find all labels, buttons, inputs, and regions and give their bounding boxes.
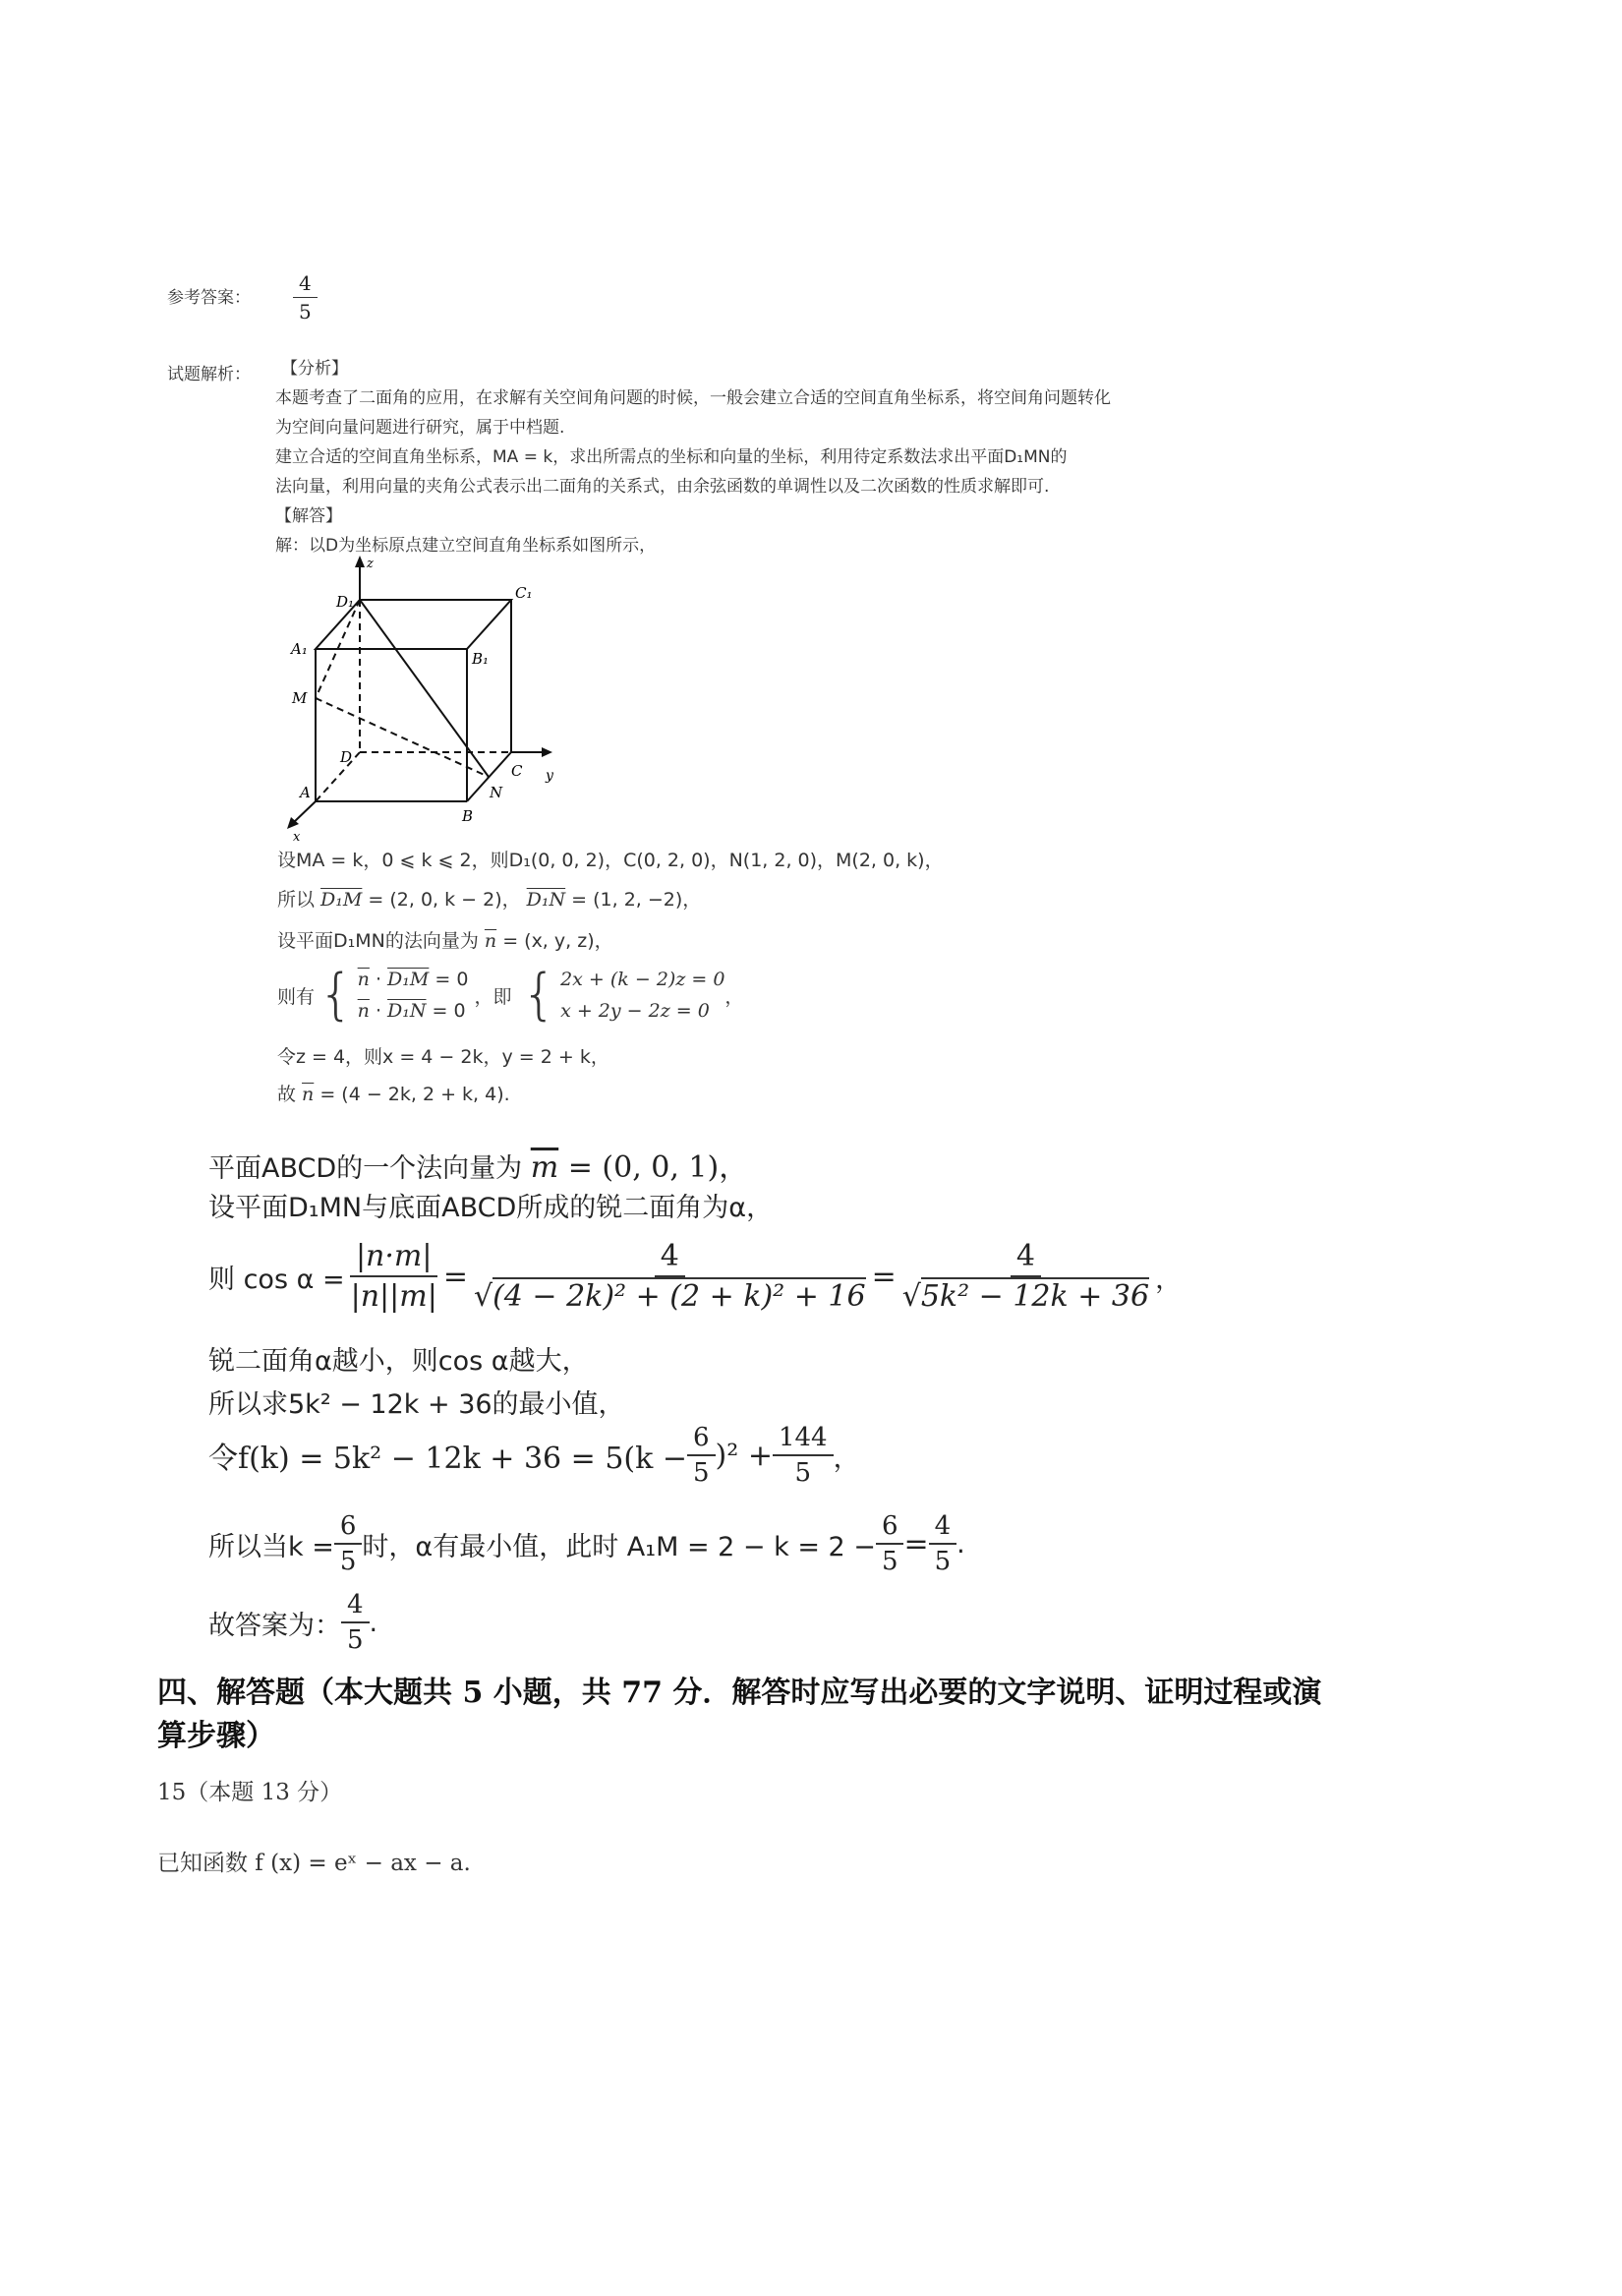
step-5: 令z = 4，则x = 4 − 2k，y = 2 + k， [277, 1046, 609, 1068]
cos-frac-3 [897, 1239, 1155, 1314]
ref-answer-num: 4 [293, 271, 318, 298]
label-z: z [367, 557, 374, 571]
l7-f3d: 5 [934, 1547, 952, 1576]
vec-n: $\overline{n}$ [357, 1000, 370, 1022]
l6-frac-1 [687, 1423, 716, 1488]
l6-f1d: 5 [693, 1458, 710, 1488]
frac2-den: √(4 − 2k)² + (2 + k)² + 16 [473, 1279, 866, 1314]
big-line-1 [208, 1143, 748, 1186]
sys-end: ， [724, 985, 744, 1008]
vec-n: $\overline{n}$ [302, 1084, 315, 1105]
vec-D1M: D₁M [320, 889, 363, 911]
eq2-tail: = 0 [426, 1000, 466, 1022]
l7b: 时，α有最小值，此时 A₁M = 2 − k = 2 − [362, 1531, 876, 1562]
ie: ，即 [474, 985, 512, 1008]
l6c: ， [833, 1442, 860, 1474]
comma: ， [1155, 1264, 1183, 1295]
step-1: 设MA = k，0 ⩽ k ⩽ 2，则D₁(0, 0, 2)，C(0, 2, 0)，N(1, 2, 0)，M(2, 0, k)， [277, 850, 944, 871]
big-line-4: 锐二面角α越小，则cos α越大， [208, 1346, 589, 1377]
label-A1: A₁ [291, 640, 308, 658]
label-D: D [340, 748, 353, 766]
left-brace: { [319, 963, 354, 1027]
cos-frac-1 [345, 1239, 443, 1314]
l7a: 所以当k = [208, 1531, 334, 1562]
big-line-5: 所以求5k² − 12k + 36的最小值， [208, 1389, 625, 1420]
analysis-body [275, 383, 1376, 560]
frac3-den-rad: 5k² − 12k + 36 [920, 1279, 1150, 1314]
label-C1: C₁ [515, 584, 533, 602]
sys-r2: x + 2y − 2z = 0 [560, 1000, 710, 1022]
step-6-b: = (4 − 2k, 2 + k, 4). [314, 1084, 510, 1105]
vec-m: $\overline{m}$ [530, 1150, 559, 1185]
l6b: )² + [715, 1438, 773, 1473]
step-6-a: 故 [277, 1084, 303, 1105]
l7-f3n: 4 [929, 1511, 957, 1545]
ref-answer-den: 5 [299, 300, 312, 324]
section-heading [157, 1672, 1465, 1758]
l7-frac-2 [876, 1511, 904, 1576]
label-x: x [293, 830, 301, 841]
l6-f2n: 144 [773, 1423, 834, 1456]
cos-frac-2 [468, 1239, 872, 1314]
step-2 [277, 885, 701, 914]
system-right [560, 964, 724, 1027]
step-3-b: = (x, y, z)， [496, 930, 613, 952]
label-N: N [490, 784, 503, 801]
label-B: B [462, 807, 474, 825]
l7c: = [903, 1526, 929, 1561]
cos-den: |n||m| [350, 1279, 437, 1314]
step-3-a: 设平面D₁MN的法向量为 [277, 930, 485, 952]
step-3 [277, 926, 613, 956]
l6a: 令f(k) = 5k² − 12k + 36 = 5(k − [208, 1442, 687, 1476]
frac2-num: 4 [655, 1239, 685, 1277]
frac3-num: 4 [1011, 1239, 1041, 1277]
final-answer [208, 1583, 377, 1662]
big-line-7 [208, 1504, 965, 1583]
analysis-line: 本题考查了二面角的应用，在求解有关空间角问题的时候，一般会建立合适的空间直角坐标系，将空间角问题转化 [275, 388, 1111, 408]
step-2-c: = (1, 2, −2)， [565, 889, 702, 911]
big-line-2: 设平面D₁MN与底面ABCD所成的锐二面角为α， [208, 1193, 774, 1223]
l8-fd: 5 [347, 1625, 364, 1655]
label-C: C [511, 762, 523, 780]
vec-D1M: D₁M [387, 969, 430, 990]
l7-fn: 6 [334, 1511, 363, 1545]
label-B1: B₁ [472, 650, 490, 668]
l7-f2d: 5 [881, 1547, 898, 1576]
l8b: . [369, 1607, 378, 1638]
analysis-tag: 【分析】 [281, 359, 348, 379]
eq-sign: = [442, 1259, 468, 1294]
big-line-1-b: = (0, 0, 1)， [558, 1150, 749, 1185]
then-have: 则有 [277, 985, 316, 1008]
frac2-den-rad: (4 − 2k)² + (2 + k)² + 16 [492, 1279, 866, 1314]
question-15-text: 已知函数 f (x) = eˣ − ax − a. [157, 1851, 471, 1876]
cube-figure [265, 556, 590, 841]
label-M: M [292, 689, 308, 707]
system-left: $\overline{n} \cdot D_1M = 0$ $\overline{n} \cdot D_1N = 0$ [357, 969, 469, 1022]
l8a: 故答案为： [208, 1610, 341, 1641]
solution-tag: 【解答】 [275, 506, 342, 526]
analysis-line: 为空间向量问题进行研究，属于中档题. [275, 418, 565, 438]
l7-f2n: 6 [876, 1511, 904, 1545]
cos-formula [208, 1227, 1182, 1325]
frac3-den: √5k² − 12k + 36 [901, 1279, 1150, 1314]
equation-system [277, 964, 743, 1027]
solution-intro: 解：以D为坐标原点建立空间直角坐标系如图所示， [275, 536, 657, 556]
l7-frac-3 [929, 1511, 957, 1576]
vec-n: $\overline{n}$ [357, 969, 370, 990]
analysis-line: 法向量，利用向量的夹角公式表示出二面角的关系式，由余弦函数的单调性以及二次函数的性质求解即可. [275, 477, 1050, 497]
l7-fd: 5 [339, 1547, 357, 1576]
step-2-b: = (2, 0, k − 2)， [362, 889, 527, 911]
label-y: y [546, 768, 553, 784]
sys-r1: 2x + (k − 2)z = 0 [560, 969, 725, 990]
step-6 [277, 1080, 510, 1109]
l7-frac-1 [334, 1511, 363, 1576]
label-A: A [300, 784, 311, 801]
big-line-1-a: 平面ABCD的一个法向量为 [208, 1153, 531, 1184]
question-15-title: 15（本题 13 分） [157, 1780, 343, 1805]
eq1-tail: = 0 [429, 969, 469, 990]
l7d: . [956, 1528, 965, 1560]
analysis-line: 建立合适的空间直角坐标系，MA = k，求出所需点的坐标和向量的坐标，利用待定系数法求出平面D₁MN的 [275, 447, 1068, 467]
l6-f1n: 6 [687, 1423, 716, 1456]
cos-lead: 则 cos α = [208, 1264, 345, 1295]
ref-answer-fraction [293, 271, 318, 324]
l6-f2d: 5 [794, 1458, 812, 1488]
eq-sign: = [871, 1259, 897, 1294]
section-heading-line1: 四、解答题（本大题共 5 小题，共 77 分．解答时应写出必要的文字说明、证明过程或演 [157, 1676, 1322, 1710]
label-D1: D₁ [336, 593, 355, 611]
vec-n: $\overline{n}$ [484, 930, 497, 952]
big-line-6 [208, 1416, 860, 1495]
ref-answer-label: 参考答案： [167, 288, 251, 308]
step-2-a: 所以 [277, 889, 321, 911]
l8-frac [341, 1590, 370, 1655]
left-brace-2: { [521, 963, 557, 1027]
analysis-label: 试题解析： [167, 365, 251, 384]
l6-frac-2 [773, 1423, 834, 1488]
section-heading-line2: 算步骤） [157, 1719, 275, 1753]
l8-fn: 4 [341, 1590, 370, 1623]
vec-D1N: D₁N [387, 1000, 427, 1022]
cos-num: |n·m| [350, 1239, 438, 1277]
vec-D1N: D₁N [526, 889, 566, 911]
